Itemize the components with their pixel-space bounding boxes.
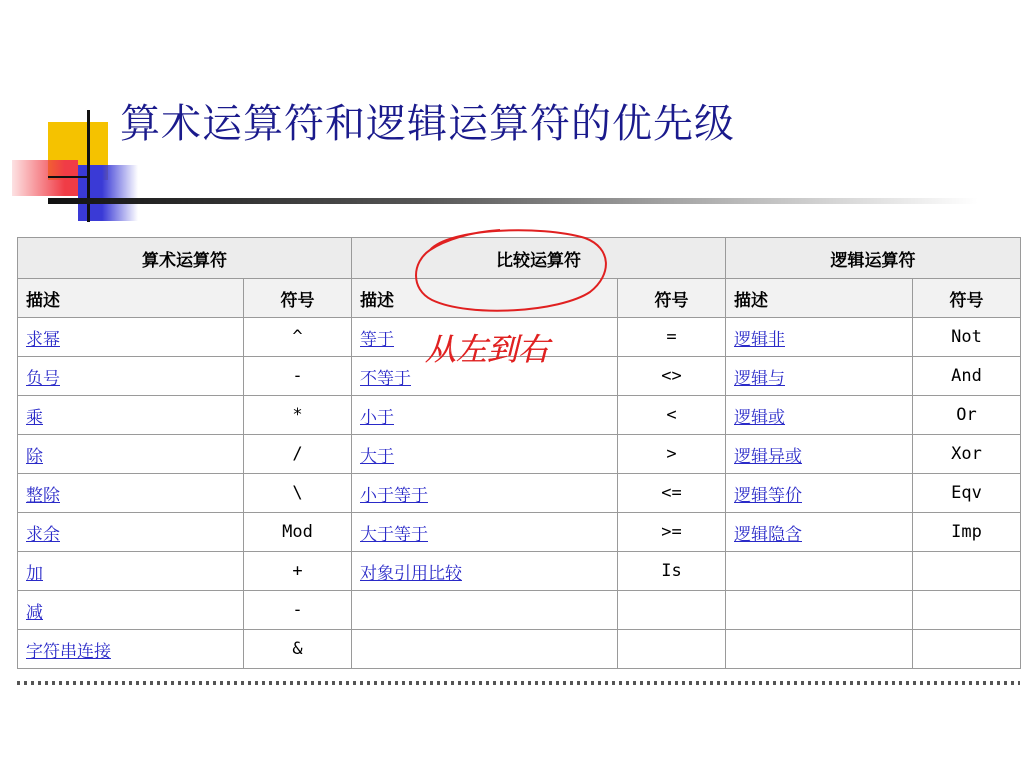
operator-symbol-cell: = (618, 318, 726, 357)
operator-symbol-cell: Imp (913, 513, 1021, 552)
group-header-comparison: 比较运算符 (352, 238, 726, 279)
subheader-desc: 描述 (726, 279, 913, 318)
operator-description-cell (352, 552, 618, 591)
operator-description-cell (352, 630, 618, 669)
operator-symbol-cell: And (913, 357, 1021, 396)
operator-description-cell (352, 591, 618, 630)
operator-symbol-cell: <= (618, 474, 726, 513)
operator-description-cell (726, 396, 913, 435)
operator-description-cell (352, 357, 618, 396)
operator-symbol-cell: - (244, 591, 352, 630)
operator-description-cell (18, 513, 244, 552)
operator-precedence-table (17, 237, 1021, 669)
operator-symbol-cell: / (244, 435, 352, 474)
operator-description-link[interactable]: 逻辑与 (734, 368, 785, 389)
operator-description-cell (726, 630, 913, 669)
operator-description-link[interactable]: 求幂 (26, 329, 60, 350)
operator-description-cell (18, 552, 244, 591)
operator-description-link[interactable]: 逻辑等价 (734, 485, 802, 506)
operator-symbol-cell (913, 630, 1021, 669)
operator-description-cell (352, 396, 618, 435)
operator-description-link[interactable]: 不等于 (360, 368, 411, 389)
operator-description-cell (726, 591, 913, 630)
operator-description-cell (18, 435, 244, 474)
operator-description-link[interactable]: 小于等于 (360, 485, 428, 506)
subheader-symbol: 符号 (244, 279, 352, 318)
operator-symbol-cell: * (244, 396, 352, 435)
sub-header-row (18, 279, 1021, 318)
operator-description-cell (352, 474, 618, 513)
subheader-symbol: 符号 (913, 279, 1021, 318)
group-header-arithmetic: 算术运算符 (18, 238, 352, 279)
operator-description-link[interactable]: 等于 (360, 329, 394, 350)
operator-description-cell (18, 591, 244, 630)
operator-symbol-cell: > (618, 435, 726, 474)
operator-description-link[interactable]: 逻辑隐含 (734, 524, 802, 545)
table-row (18, 357, 1021, 396)
operator-description-cell (352, 318, 618, 357)
slide-title: 算术运算符和逻辑运算符的优先级 (120, 101, 735, 147)
operator-description-link[interactable]: 减 (26, 602, 43, 623)
handwritten-note: 从左到右 (425, 332, 549, 368)
table-row (18, 396, 1021, 435)
table-row (18, 591, 1021, 630)
operator-description-cell (726, 474, 913, 513)
operator-description-link[interactable]: 对象引用比较 (360, 563, 462, 584)
subheader-symbol: 符号 (618, 279, 726, 318)
operator-symbol-cell: Is (618, 552, 726, 591)
operator-description-cell (18, 357, 244, 396)
table-row (18, 318, 1021, 357)
subheader-desc: 描述 (352, 279, 618, 318)
operator-description-link[interactable]: 乘 (26, 407, 43, 428)
operator-description-cell (726, 552, 913, 591)
operator-description-link[interactable]: 求余 (26, 524, 60, 545)
table-row (18, 435, 1021, 474)
operator-symbol-cell: \ (244, 474, 352, 513)
operator-symbol-cell: Or (913, 396, 1021, 435)
operator-symbol-cell (913, 552, 1021, 591)
table-row (18, 630, 1021, 669)
title-underline-rule (48, 198, 978, 204)
operator-symbol-cell: Eqv (913, 474, 1021, 513)
group-header-logical: 逻辑运算符 (726, 238, 1021, 279)
operator-symbol-cell: ^ (244, 318, 352, 357)
corner-horizontal-line (48, 176, 88, 178)
operator-symbol-cell: Xor (913, 435, 1021, 474)
operator-description-cell (726, 435, 913, 474)
operator-description-link[interactable]: 逻辑非 (734, 329, 785, 350)
operator-description-link[interactable]: 大于等于 (360, 524, 428, 545)
operator-symbol-cell: < (618, 396, 726, 435)
operator-description-cell (726, 318, 913, 357)
table-row (18, 552, 1021, 591)
operator-symbol-cell (618, 591, 726, 630)
operator-description-cell (18, 474, 244, 513)
operator-symbol-cell: - (244, 357, 352, 396)
operator-symbol-cell: Mod (244, 513, 352, 552)
operator-symbol-cell: Not (913, 318, 1021, 357)
operator-symbol-cell: >= (618, 513, 726, 552)
table-row (18, 474, 1021, 513)
operator-description-cell (18, 318, 244, 357)
operator-description-link[interactable]: 逻辑异或 (734, 446, 802, 467)
operator-description-cell (18, 396, 244, 435)
operator-description-cell (352, 435, 618, 474)
cropped-row-edge (17, 681, 1020, 685)
operator-description-link[interactable]: 整除 (26, 485, 60, 506)
group-header-row (18, 238, 1021, 279)
operator-symbol-cell (913, 591, 1021, 630)
operator-description-cell (352, 513, 618, 552)
operator-symbol-cell: & (244, 630, 352, 669)
table-row (18, 513, 1021, 552)
operator-symbol-cell (618, 630, 726, 669)
operator-description-cell (18, 630, 244, 669)
operator-description-link[interactable]: 加 (26, 563, 43, 584)
operator-description-link[interactable]: 逻辑或 (734, 407, 785, 428)
subheader-desc: 描述 (18, 279, 244, 318)
operator-description-link[interactable]: 字符串连接 (26, 641, 111, 662)
operator-description-cell (726, 513, 913, 552)
operator-symbol-cell: + (244, 552, 352, 591)
operator-symbol-cell: <> (618, 357, 726, 396)
operator-description-link[interactable]: 小于 (360, 407, 394, 428)
operator-description-link[interactable]: 大于 (360, 446, 394, 467)
corner-vertical-line (87, 110, 90, 222)
operator-description-link[interactable]: 负号 (26, 368, 60, 389)
operator-description-link[interactable]: 除 (26, 446, 43, 467)
operator-description-cell (726, 357, 913, 396)
corner-red-square (12, 160, 78, 196)
